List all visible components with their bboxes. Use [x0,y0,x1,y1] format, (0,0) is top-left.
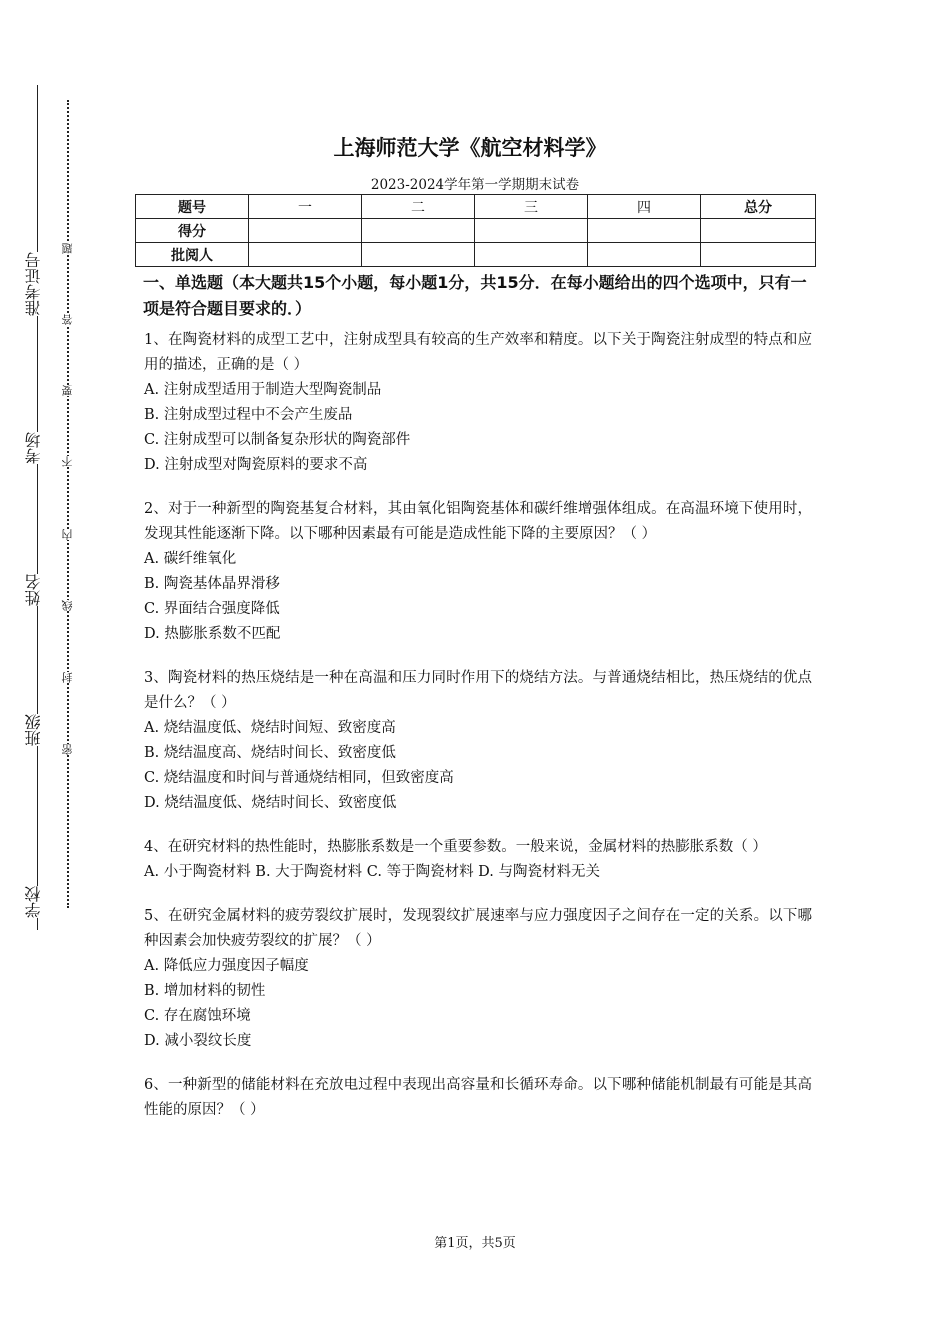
score-cell [249,219,362,243]
exam-title: 上海师范大学《航空材料学》 [333,136,607,160]
question-option: A. 烧结温度低、烧结时间短、致密度高 [144,720,396,736]
score-cell [475,243,588,267]
question-4 [144,835,812,885]
page-number: 第1页，共5页 [434,1236,516,1251]
question-option: C. 界面结合强度降低 [144,601,280,617]
seal-char: 内 [59,529,77,540]
score-table-row [136,219,816,243]
question-option: D. 注射成型对陶瓷原料的要求不高 [144,457,368,473]
question-option: D. 烧结温度低、烧结时间长、致密度低 [144,795,397,811]
question-stem: 2、对于一种新型的陶瓷基复合材料，其由氧化铝陶瓷基体和碳纤维增强体组成。在高温环境下使用时，发现其性能逐渐下降。以下哪种因素最有可能是造成性能下降的主要原因？（ ） [144,501,812,542]
seal-char: 密 [59,744,77,755]
exam-content [144,270,812,1123]
binding-solid-line [37,85,38,930]
seal-char: 不 [59,456,77,467]
score-cell [362,243,475,267]
question-option: D. 热膨胀系数不匹配 [144,626,281,642]
question-stem: 6、一种新型的储能材料在充放电过程中表现出高容量和长循环寿命。以下哪种储能机制最有可能是其高性能的原因？（ ） [144,1077,812,1118]
question-option: B. 陶瓷基体晶界滑移 [144,576,280,592]
score-header-cell: 四 [588,195,701,219]
question-option: A. 注射成型适用于制造大型陶瓷制品 [144,382,382,398]
question-6 [144,1073,812,1123]
question-stem: 3、陶瓷材料的热压烧结是一种在高温和压力同时作用下的烧结方法。与普通烧结相比，热压烧结的优点是什么？（ ） [144,670,812,711]
score-cell [701,219,816,243]
margin-label-school: 学校 [18,886,50,918]
question-option: B. 增加材料的韧性 [144,983,266,999]
question-stem: 4、在研究材料的热性能时，热膨胀系数是一个重要参数。一般来说，金属材料的热膨胀系数（ ） [144,839,767,855]
score-row-label: 得分 [136,219,249,243]
score-cell [249,243,362,267]
question-option: C. 注射成型可以制备复杂形状的陶瓷部件 [144,432,411,448]
question-3 [144,666,812,816]
question-stem: 5、在研究金属材料的疲劳裂纹扩展时，发现裂纹扩展速率与应力强度因子之间存在一定的关系。以下哪种因素会加快疲劳裂纹的扩展？（ ） [144,908,812,949]
score-cell [588,243,701,267]
question-option: A. 碳纤维氧化 [144,551,237,567]
question-option: C. 存在腐蚀环境 [144,1008,251,1024]
question-option: D. 减小裂纹长度 [144,1033,252,1049]
score-cell [475,219,588,243]
score-header-cell: 三 [475,195,588,219]
score-table-header-row [136,195,816,219]
question-stem: 1、在陶瓷材料的成型工艺中，注射成型具有较高的生产效率和精度。以下关于陶瓷注射成型的特点和应用的描述，正确的是（ ） [144,332,812,373]
margin-label-exam-number: 准考证号 [18,252,50,316]
seal-char: 要 [59,385,77,396]
seal-char: 封 [59,672,77,683]
score-header-cell: 二 [362,195,475,219]
question-1 [144,328,812,478]
question-option: A. 小于陶瓷材料 B. 大于陶瓷材料 C. 等于陶瓷材料 D. 与陶瓷材料无关 [144,864,601,880]
exam-subtitle: 2023-2024学年第一学期期末试卷 [370,177,580,193]
margin-label-exam-room: 考场 [18,432,50,464]
score-row-label: 批阅人 [136,243,249,267]
score-cell [588,219,701,243]
margin-label-class: 班级 [18,714,50,746]
section-heading: 一、单选题（本大题共15个小题，每小题1分，共15分．在每小题给出的四个选项中，只有一项是符合题目要求的．） [143,273,807,318]
binding-dotted-line [67,100,69,908]
seal-char: 线 [59,600,77,611]
margin-label-name: 姓名 [18,574,50,606]
question-option: C. 烧结温度和时间与普通烧结相同，但致密度高 [144,770,454,786]
score-cell [701,243,816,267]
question-2 [144,497,812,647]
score-header-cell: 题号 [136,195,249,219]
seal-char: 题 [59,243,77,254]
score-table [135,194,816,267]
score-header-cell: 总分 [701,195,816,219]
question-option: A. 降低应力强度因子幅度 [144,958,309,974]
score-cell [362,219,475,243]
question-option: B. 注射成型过程中不会产生废品 [144,407,353,423]
score-table-row [136,243,816,267]
question-option: B. 烧结温度高、烧结时间长、致密度低 [144,745,396,761]
seal-char: 答 [59,314,77,325]
score-header-cell: 一 [249,195,362,219]
question-5 [144,904,812,1054]
